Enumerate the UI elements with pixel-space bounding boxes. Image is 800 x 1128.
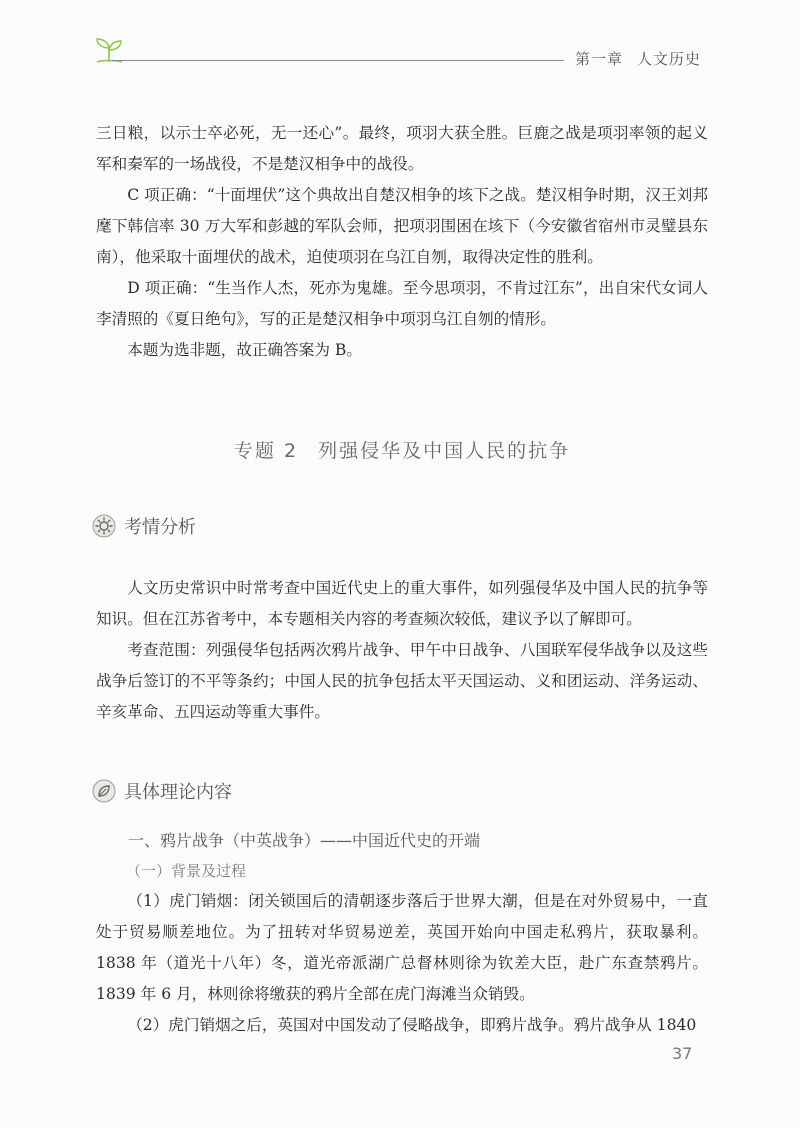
- topic-name: 列强侵华及中国人民的抗争: [318, 440, 571, 462]
- paragraph: （1）虎门销烟：闭关锁国后的清朝逐步落后于世界大潮，但是在对外贸易中，一直处于贸易顺差地位。为了扭转对华贸易逆差，英国开始向中国走私鸦片，获取暴利。1838 年（道光十八年）冬，道光帝派湖广总督林则徐为钦差大臣，赴广东查禁鸦片。1839 年 6 月，林则徐将缴获的鸦片全部在虎门海滩当众销毁。: [96, 892, 708, 1003]
- header-rule: [112, 60, 564, 61]
- topic-number: 专题 2: [233, 440, 299, 462]
- paragraph: D 项正确：“生当作人杰，死亦为鬼雄。至今思项羽，不肯过江东”，出自宋代女词人李清照的《夏日绝句》，写的正是楚汉相争中项羽乌江自刎的情形。: [96, 279, 708, 328]
- paragraph: C 项正确：“十面埋伏”这个典故出自楚汉相争的垓下之战。楚汉相争时期，汉王刘邦麾下韩信率 30 万大军和彭越的军队会师，把项羽围困在垓下（今安徽省宿州市灵璧县东南），他采取十面埋伏的战术，迫使项羽在乌江自刎，取得决定性的胜利。: [96, 186, 708, 266]
- page-number: 37: [672, 1044, 693, 1063]
- paragraph: 考查范围：列强侵华包括两次鸦片战争、甲午中日战争、八国联军侵华战争以及这些战争后签订的不平等条约；中国人民的抗争包括太平天国运动、义和团运动、洋务运动、辛亥革命、五四运动等重大事件。: [96, 641, 708, 721]
- subheading-level1: 一、鸦片战争（中英战争）——中国近代史的开端: [128, 831, 481, 850]
- topic-title: [96, 436, 708, 463]
- paragraph: 本题为选非题，故正确答案为 B。: [127, 341, 362, 359]
- section-heading-theory: [92, 778, 708, 804]
- section-heading-text: 考情分析: [124, 517, 196, 538]
- main-content: [96, 118, 708, 1041]
- gear-sun-icon: [92, 514, 116, 538]
- subheading-level2: （一）背景及过程: [126, 862, 247, 880]
- leaf-icon: [92, 779, 116, 803]
- running-header: [575, 48, 701, 69]
- chapter-title: 人文历史: [637, 50, 702, 68]
- chapter-label: 第一章: [575, 50, 624, 68]
- paragraph: （2）虎门销烟之后，英国对中国发动了侵略战争，即鸦片战争。鸦片战争从 1840: [127, 1016, 697, 1034]
- section-heading-text: 具体理论内容: [124, 782, 232, 803]
- paragraph: 人文历史常识中时常考查中国近代史上的重大事件，如列强侵华及中国人民的抗争等知识。但在江苏省考中，本专题相关内容的考查频次较低，建议予以了解即可。: [96, 579, 708, 628]
- paragraph: 三日粮，以示士卒必死，无一还心”。最终，项羽大获全胜。巨鹿之战是项羽率领的起义军和秦军的一场战役，不是楚汉相争中的战役。: [96, 124, 708, 173]
- section-heading-analysis: [92, 513, 708, 539]
